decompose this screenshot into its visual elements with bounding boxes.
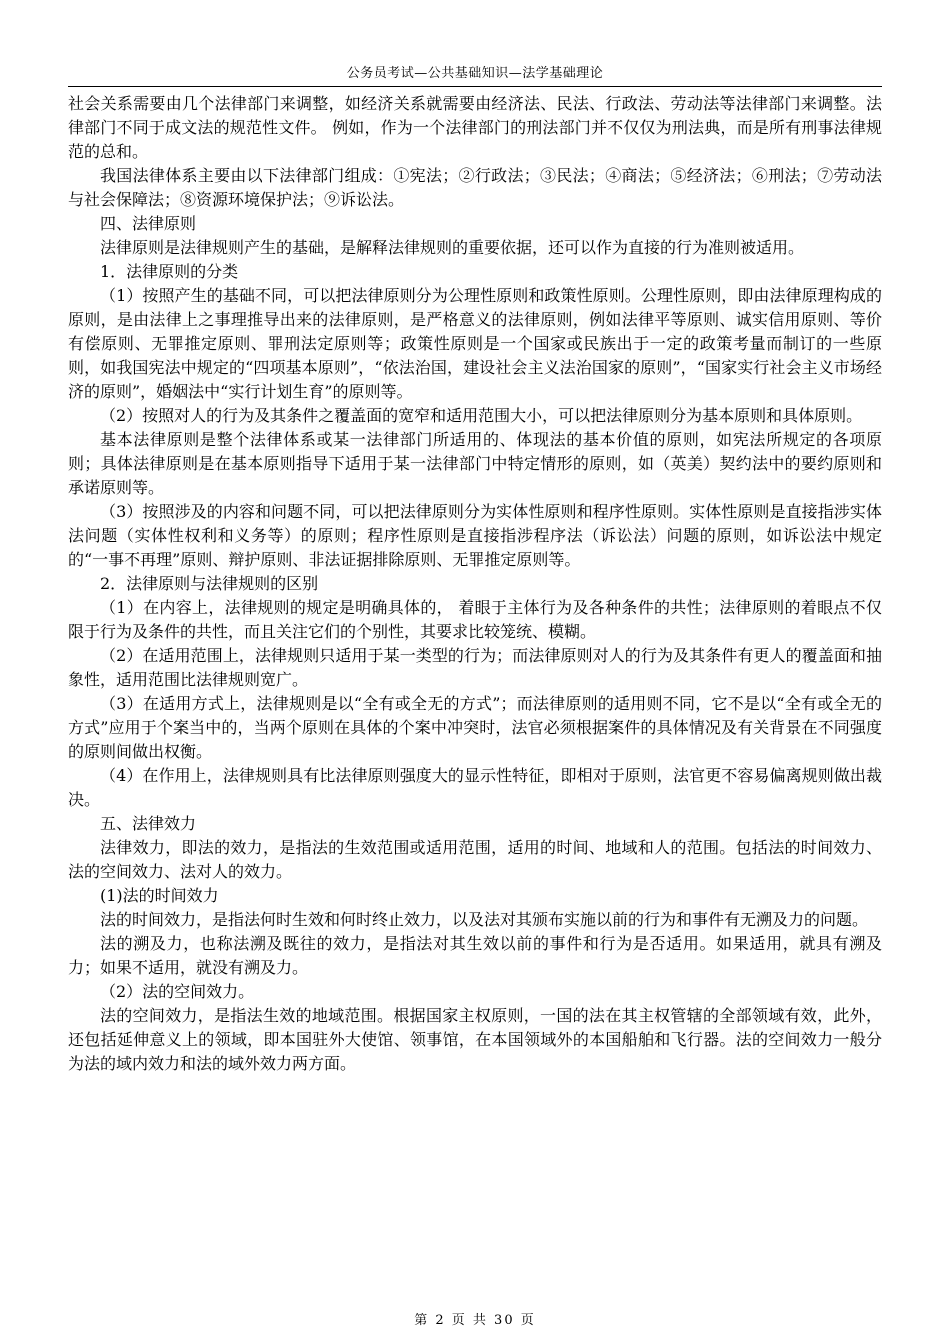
paragraph: 法的时间效力，是指法何时生效和何时终止效力，以及法对其颁布实施以前的行为和事件有无溯及力的问题。 — [100, 910, 869, 929]
section-heading: 1．法律原则的分类 — [100, 262, 239, 281]
paragraph: （1）按照产生的基础不同，可以把法律原则分为公理性原则和政策性原则。公理性原则，即由法律原理构成的原则，是由法律上之事理推导出来的法律原则，是严格意义的法律原则，例如法律平等原则、诚实信用原则、等价有偿原则、无罪推定原则、罪刑法定原则等；政策性原则是一个国家或民族出于一定的政策考量而制订的一些原则，如我国宪法中规定的“四项基本原则”，“依法治国，建设社会主义法治国家的原则”，“国家实行社会主义市场经济的原则”，婚姻法中“实行计划生育”的原则等。 — [68, 286, 882, 401]
section-heading: 四、法律原则 — [100, 214, 197, 233]
paragraph: （2）按照对人的行为及其条件之覆盖面的宽窄和适用范围大小，可以把法律原则分为基本原则和具体原则。 — [100, 406, 863, 425]
paragraph: 法的空间效力，是指法生效的地域范围。根据国家主权原则，一国的法在其主权管辖的全部领域有效，此外，还包括延伸意义上的领域，即本国驻外大使馆、领事馆，在本国领域外的本国船舶和飞行器。法的空间效力一般分为法的域内效力和法的域外效力两方面。 — [68, 1006, 882, 1073]
body-text — [68, 92, 882, 1076]
section-heading: 五、法律效力 — [100, 814, 197, 833]
paragraph: （4）在作用上，法律规则具有比法律原则强度大的显示性特征，即相对于原则，法官更不容易偏离规则做出裁决。 — [68, 766, 882, 809]
section-heading: （2）法的空间效力。 — [100, 982, 255, 1001]
paragraph: 社会关系需要由几个法律部门来调整，如经济关系就需要由经济法、民法、行政法、劳动法等法律部门来调整。法律部门不同于成文法的规范性文件。 例如，作为一个法律部门的刑法部门并不仅仅为刑法典，而是所有刑事法律规范的总和。 — [68, 94, 882, 161]
paragraph: （2）在适用范围上，法律规则只适用于某一类型的行为；而法律原则对人的行为及其条件有更人的覆盖面和抽象性，适用范围比法律规则宽广。 — [68, 646, 882, 689]
paragraph: （3）按照涉及的内容和问题不同，可以把法律原则分为实体性原则和程序性原则。实体性原则是直接指涉实体法问题（实体性权利和义务等）的原则；程序性原则是直接指涉程序法（诉讼法）问题的原则，如诉讼法中规定的“一事不再理”原则、辩护原则、非法证据排除原则、无罪推定原则等。 — [68, 502, 882, 569]
section-heading: (1)法的时间效力 — [100, 886, 219, 905]
paragraph: 法律原则是法律规则产生的基础，是解释法律规则的重要依据，还可以作为直接的行为准则被适用。 — [100, 238, 805, 257]
paragraph: 我国法律体系主要由以下法律部门组成：①宪法；②行政法；③民法；④商法；⑤经济法；⑥刑法；⑦劳动法与社会保障法；⑧资源环境保护法；⑨诉讼法。 — [68, 166, 882, 209]
paragraph: 基本法律原则是整个法律体系或某一法律部门所适用的、体现法的基本价值的原则，如宪法所规定的各项原则；具体法律原则是在基本原则指导下适用于某一法律部门中特定情形的原则，如（英美）契约法中的要约原则和承诺原则等。 — [68, 430, 882, 497]
paragraph: （3）在适用方式上，法律规则是以“全有或全无的方式”；而法律原则的适用则不同，它不是以“全有或全无的方式”应用于个案当中的，当两个原则在具体的个案中冲突时，法官必须根据案件的具体情况及有关背景在不同强度的原则间做出权衡。 — [68, 694, 882, 761]
section-heading: 2．法律原则与法律规则的区别 — [100, 574, 319, 593]
page-number-footer: 第 2 页 共 30 页 — [414, 1313, 536, 1328]
paragraph: （1）在内容上，法律规则的规定是明确具体的， 着眼于主体行为及各种条件的共性；法律原则的着眼点不仅限于行为及条件的共性，而且关注它们的个别性，其要求比较笼统、模糊。 — [68, 598, 882, 641]
paragraph: 法律效力，即法的效力，是指法的生效范围或适用范围，适用的时间、地域和人的范围。包括法的时间效力、法的空间效力、法对人的效力。 — [68, 838, 882, 881]
paragraph: 法的溯及力，也称法溯及既往的效力，是指法对其生效以前的事件和行为是否适用。如果适用，就具有溯及力；如果不适用，就没有溯及力。 — [68, 934, 882, 977]
running-header: 公务员考试—公共基础知识—法学基础理论 — [68, 62, 882, 87]
